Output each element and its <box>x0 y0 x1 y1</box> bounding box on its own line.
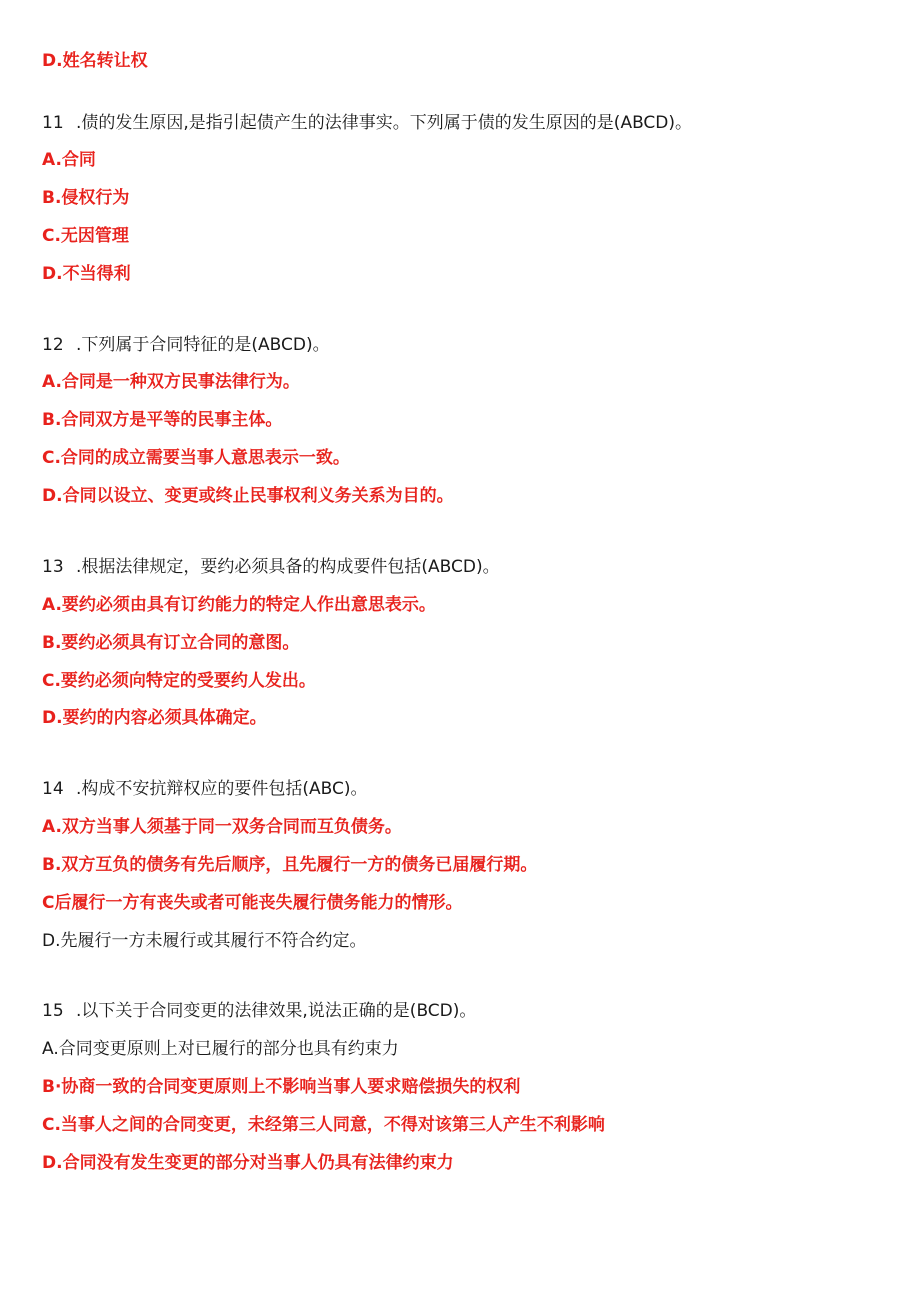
question-number: 12 <box>42 335 64 355</box>
question-text: .构成不安抗辩权应的要件包括(ABC)。 <box>76 779 368 799</box>
question-number: 14 <box>42 779 64 799</box>
option-line: D.先履行一方未履行或其履行不符合约定。 <box>42 931 367 951</box>
question-number: 11 <box>42 113 64 133</box>
answer-line: C.无因管理 <box>42 226 129 246</box>
answer-line: A.要约必须由具有订约能力的特定人作出意思表示。 <box>42 595 436 615</box>
question-15 <box>42 1000 476 1022</box>
question-text: .债的发生原因,是指引起债产生的法律事实。下列属于债的发生原因的是(ABCD)。 <box>76 113 693 133</box>
question-number: 13 <box>42 557 64 577</box>
answer-line: C.当事人之间的合同变更，未经第三人同意，不得对该第三人产生不利影响 <box>42 1115 605 1135</box>
question-12 <box>42 334 330 356</box>
question-text: .以下关于合同变更的法律效果,说法正确的是(BCD)。 <box>76 1001 477 1021</box>
answer-line: B.合同双方是平等的民事主体。 <box>42 410 283 430</box>
answer-line: D.不当得利 <box>42 264 131 284</box>
option-line: A.合同变更原则上对已履行的部分也具有约束力 <box>42 1039 399 1059</box>
answer-line: C.合同的成立需要当事人意思表示一致。 <box>42 448 350 468</box>
answer-line: B·协商一致的合同变更原则上不影响当事人要求赔偿损失的权利 <box>42 1077 521 1097</box>
question-text: .根据法律规定，要约必须具备的构成要件包括(ABCD)。 <box>76 557 500 577</box>
answer-line: C.要约必须向特定的受要约人发出。 <box>42 671 316 691</box>
question-text: .下列属于合同特征的是(ABCD)。 <box>76 335 330 355</box>
answer-line: B.要约必须具有订立合同的意图。 <box>42 633 300 653</box>
answer-line: A.双方当事人须基于同一双务合同而互负债务。 <box>42 817 402 837</box>
answer-line: D.姓名转让权 <box>42 51 148 71</box>
question-number: 15 <box>42 1001 64 1021</box>
answer-line: B.侵权行为 <box>42 188 130 208</box>
answer-line: A.合同 <box>42 150 96 170</box>
answer-line: C后履行一方有丧失或者可能丧失履行债务能力的情形。 <box>42 893 463 913</box>
question-13 <box>42 556 500 578</box>
answer-line: A.合同是一种双方民事法律行为。 <box>42 372 300 392</box>
answer-line: D.合同以设立、变更或终止民事权利义务关系为目的。 <box>42 486 454 506</box>
question-11 <box>42 112 692 134</box>
answer-line: D.合同没有发生变更的部分对当事人仍具有法律约束力 <box>42 1153 454 1173</box>
question-14 <box>42 778 368 800</box>
answer-line: B.双方互负的债务有先后顺序，且先履行一方的债务已届履行期。 <box>42 855 538 875</box>
answer-line: D.要约的内容必须具体确定。 <box>42 708 267 728</box>
